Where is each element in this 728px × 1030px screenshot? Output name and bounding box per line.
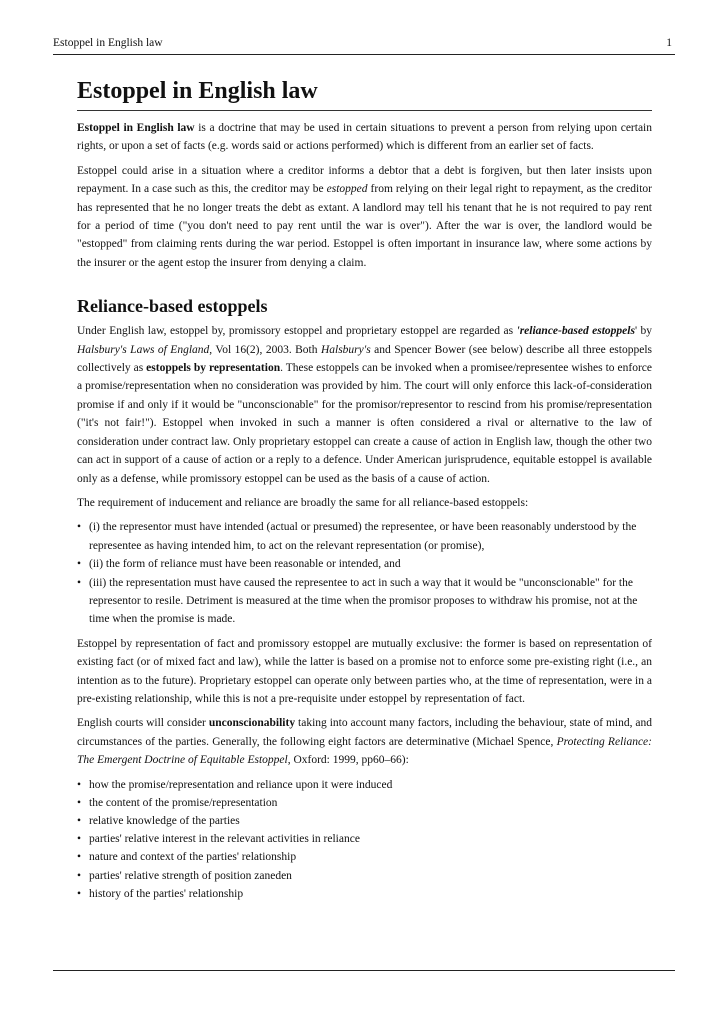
requirements-list [77, 518, 652, 628]
emphasis-estopped: estopped [326, 183, 368, 196]
term-unconscionability: unconscionability [208, 717, 296, 730]
text-run: . These estoppels can be invoked when a promisee/representee wishes to enforce a promise/representation when no consideration was provided by him. The court will only enforce this lack-of-consideration promise if and only if it would be "unconscionable" for the promisor/representor to rescind from his promise/representation ("it's not fair!"). Estoppel when invoked in such a manner is often considered a rival or alternative to the law of consideration under contract law. Only proprietary estoppel can create a cause of action in English law, though the other two can act in support of a cause of action or a reply to a defence. Under American jurisprudence, equitable estoppel is available only as a defense, while promissory estoppel can be used as the basis of a cause of action. [77, 362, 652, 485]
text-run: , Oxford: 1999, pp60–66): [287, 754, 409, 767]
article-body [77, 76, 652, 909]
reliance-paragraph-4 [77, 714, 652, 769]
running-header [53, 36, 675, 50]
text-run: Estoppel could arise in a situation where a creditor informs a debtor that a debt is forgiven, but then later insists upon repayment. In a case such as this, the creditor may be [77, 164, 652, 196]
text-run: ' by [634, 325, 653, 338]
page-number: 1 [666, 37, 672, 49]
term-reliance-based: 'reliance-based estoppels [516, 325, 635, 338]
reliance-paragraph-1 [77, 322, 652, 488]
footer-divider [53, 970, 675, 971]
text-run: English courts will consider [77, 717, 209, 730]
list-item: • history of the parties' relationship [77, 885, 652, 903]
intro-text: is a doctrine that may be used in certain situations to prevent a person from relying upon certain rights, or upon a set of facts (e.g. words said or actions performed) which is different from an earlier set of facts. [77, 122, 652, 153]
list-item: • nature and context of the parties' relationship [77, 848, 652, 866]
citation-halsburys: Halsbury's [320, 343, 371, 356]
list-item: • relative knowledge of the parties [77, 812, 652, 830]
text-run: Under English law, estoppel by, promissory estoppel and proprietary estoppel are regarded as [77, 325, 517, 338]
section-heading-reliance: Reliance-based estoppels [77, 296, 268, 317]
factors-list [77, 776, 652, 903]
text-run: and Spencer Bower (see below) describe all three estoppels collectively as [77, 343, 653, 375]
running-header-title: Estoppel in English law [53, 37, 163, 49]
list-item: • (iii) the representation must have caused the representee to act in such a way that it would be "unconscionable" for the representor to resile. Detriment is measured at the time when the promisor proposes to withdraw his promise, not at the time when the promise is made. [77, 574, 652, 629]
text-run: from relying on their legal right to repayment, as the creditor has represented that he no longer treats the debt as extant. A landlord may tell his tenant that he is not required to pay rent for a period of time ("you don't need to pay rent until the war is over"). After the war is over, the landlord would be "estopped" from claiming rents during the war period. Estoppel is often important in insurance law, where some actions by the insurer or the agent estop the insurer from denying a claim. [77, 183, 652, 269]
intro-term: Estoppel in English law [77, 122, 195, 134]
reliance-paragraph-2: The requirement of inducement and reliance are broadly the same for all reliance-based estoppels: [77, 496, 529, 509]
list-item: • how the promise/representation and reliance upon it were induced [77, 776, 652, 794]
list-item: • parties' relative interest in the relevant activities in reliance [77, 830, 652, 848]
intro-paragraph [77, 119, 652, 156]
header-divider [53, 54, 675, 55]
list-item: • (i) the representor must have intended (actual or presumed) the representee, or have been reasonably understood by the representee as having intended him, to act on the relevant representation (or promise), [77, 518, 652, 555]
reliance-paragraph-3: Estoppel by representation of fact and promissory estoppel are mutually exclusive: the former is based on representation of existing fact (or of mixed fact and law), while the latter is based on a promise not to enforce some pre-existing right (i.e., an intention as to the future). Proprietary estoppel can operate only between parties who, at the time of representation, were in a pre-existing relationship, while this is not a pre-requisite under estoppel by representation of fact. [77, 637, 652, 705]
term-estoppels-by-representation: estoppels by representation [146, 362, 281, 375]
list-item: • (ii) the form of reliance must have been reasonable or intended, and [77, 555, 652, 573]
article-title: Estoppel in English law [77, 76, 652, 111]
creditor-example-paragraph [77, 162, 652, 272]
text-run: taking into account many factors, including the behaviour, state of mind, and circumstances of the parties. Generally, the following eight factors are determinative (Michael Spence, [77, 717, 653, 748]
list-item: • parties' relative strength of position zaneden [77, 867, 652, 885]
citation-protecting-reliance: Protecting Reliance: The Emergent Doctrine of Equitable Estoppel [77, 735, 652, 767]
citation-halsburys-laws: Halsbury's Laws of England [77, 343, 210, 356]
list-item: • the content of the promise/representation [77, 794, 652, 812]
text-run: , Vol 16(2), 2003. Both [209, 343, 321, 356]
